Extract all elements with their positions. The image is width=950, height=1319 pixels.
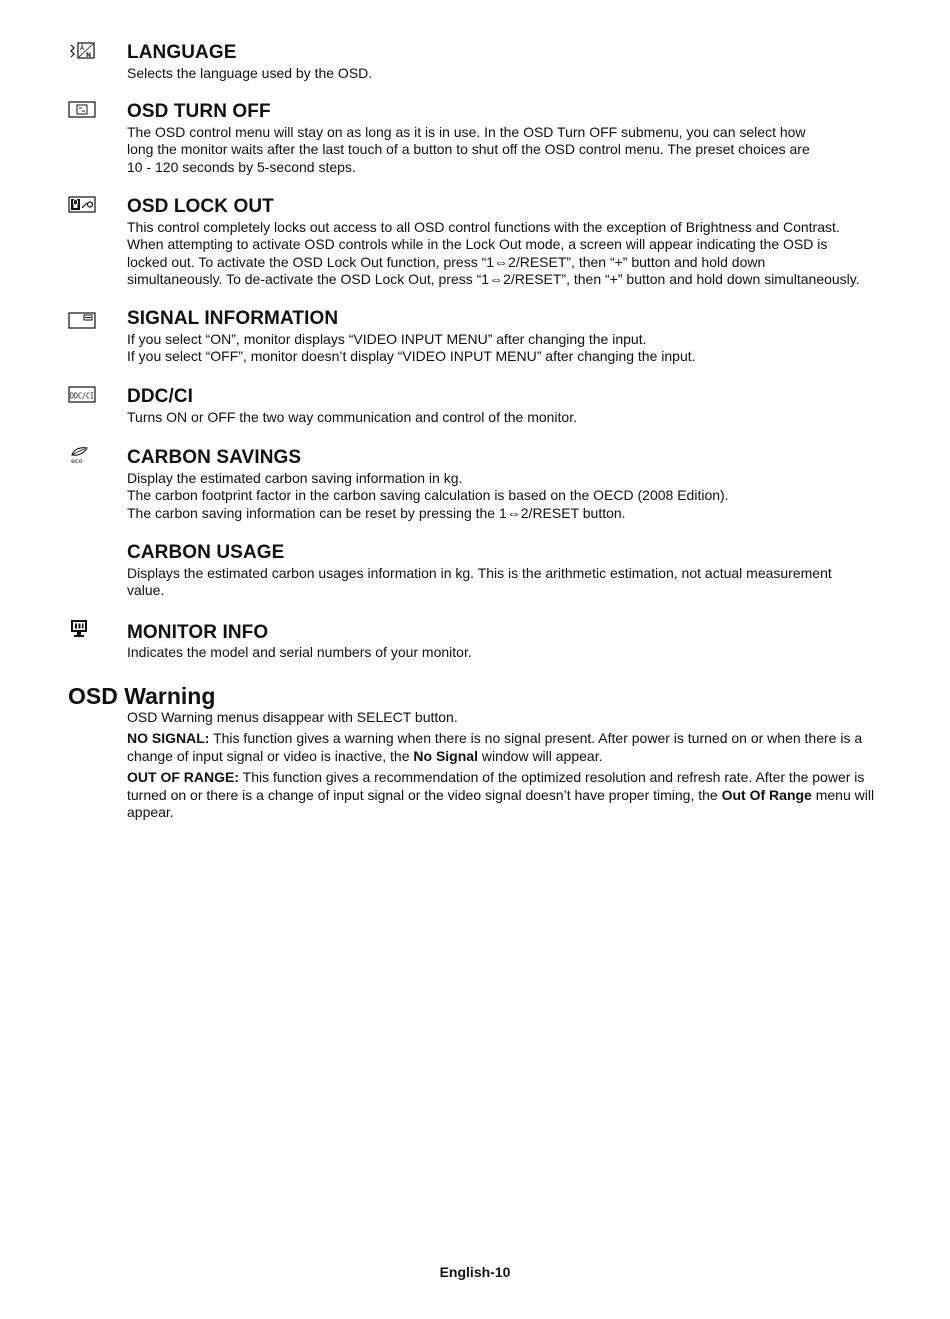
section-title: OSD TURN OFF [127,101,271,122]
osd-turn-off-icon [68,101,96,119]
description-line: locked out. To activate the OSD Lock Out function, press “1⇔2/RESET”, then “+” button and hold down [127,253,766,270]
description-line: If you select “OFF”, monitor doesn’t display “VIDEO INPUT MENU” after changing the input. [127,348,696,365]
section-description [127,219,887,289]
signal-information-icon [68,312,96,330]
section-description [127,409,887,426]
section-title: OSD LOCK OUT [127,196,274,217]
description-line: This control completely locks out access to all OSD control functions with the exception of Brightness and Contrast. [127,219,840,235]
lock-icon [68,196,96,214]
osd-warning-intro: OSD Warning menus disappear with SELECT button. [127,709,458,725]
section-title: CARBON SAVINGS [127,447,302,468]
no-signal-text: This function gives a warning when there is no signal present. After power is turned on or when there is a change of input signal or video is inactive, the [127,730,863,764]
osd-warning-body [127,709,887,825]
description-line: Turns ON or OFF the two way communication and control of the monitor. [127,409,577,425]
description-line: The OSD control menu will stay on as long as it is in use. In the OSD Turn OFF submenu, you can select how [127,124,806,140]
section-description [127,565,887,600]
monitor-info-icon [68,619,96,641]
out-of-range-label: OUT OF RANGE: [127,769,239,786]
no-signal-label: NO SIGNAL: [127,730,210,747]
description-line: Displays the estimated carbon usages information in kg. This is the arithmetic estimation, not actual measurement [127,565,832,581]
no-signal-text-end: window will appear. [477,747,603,764]
description-line: value. [127,582,165,599]
section-description [127,331,887,366]
section-title: MONITOR INFO [127,622,269,643]
out-of-range-text: This function gives a recommendation of the optimized resolution and refresh rate. After the power is turned on or there is a change of input signal or the video signal doesn’t have proper timing, the [127,769,865,803]
description-line: Display the estimated carbon saving information in kg. [127,470,463,486]
description-line: simultaneously. To de-activate the OSD Lock Out, press “1⇔2/RESET”, then “+” button and hold down simultaneously. [127,271,860,288]
description-line: Indicates the model and serial numbers of your monitor. [127,644,472,660]
description-line: When attempting to activate OSD controls while in the Lock Out mode, a screen will appear indicating the OSD is [127,236,828,253]
page-footer: English-10 [439,1264,511,1280]
out-of-range-text-end: menu will appear. [127,786,875,821]
description-line: If you select “ON”, monitor displays “VIDEO INPUT MENU” after changing the input. [127,331,647,347]
section-description [127,65,887,82]
svg-text:eco: eco [71,457,83,465]
out-of-range-paragraph [127,769,887,821]
no-signal-paragraph [127,730,887,765]
svg-text:DDC/CI: DDC/CI [70,391,95,401]
language-icon [68,42,96,60]
section-description [127,644,887,661]
no-signal-emphasis: No Signal [413,747,478,764]
description-line: Selects the language used by the OSD. [127,65,373,81]
section-description [127,124,887,176]
description-line: long the monitor waits after the last touch of a button to shut off the OSD control menu. The preset choices are [127,141,810,158]
section-title: CARBON USAGE [127,542,285,563]
svg-text:Å: Å [80,45,85,52]
section-description [127,470,887,522]
description-line: The carbon footprint factor in the carbon saving calculation is based on the OECD (2008 Edition). [127,487,729,504]
osd-warning-heading: OSD Warning [68,683,216,709]
section-title: SIGNAL INFORMATION [127,308,339,329]
description-line: 10 - 120 seconds by 5-second steps. [127,158,356,175]
svg-text:N: N [86,52,92,59]
eco-leaf-icon [68,446,96,464]
out-of-range-emphasis: Out Of Range [721,786,812,803]
description-line: The carbon saving information can be reset by pressing the 1⇔2/RESET button. [127,504,626,521]
ddc-ci-icon [68,386,96,404]
section-title: DDC/CI [127,386,194,407]
section-title: LANGUAGE [127,42,237,63]
